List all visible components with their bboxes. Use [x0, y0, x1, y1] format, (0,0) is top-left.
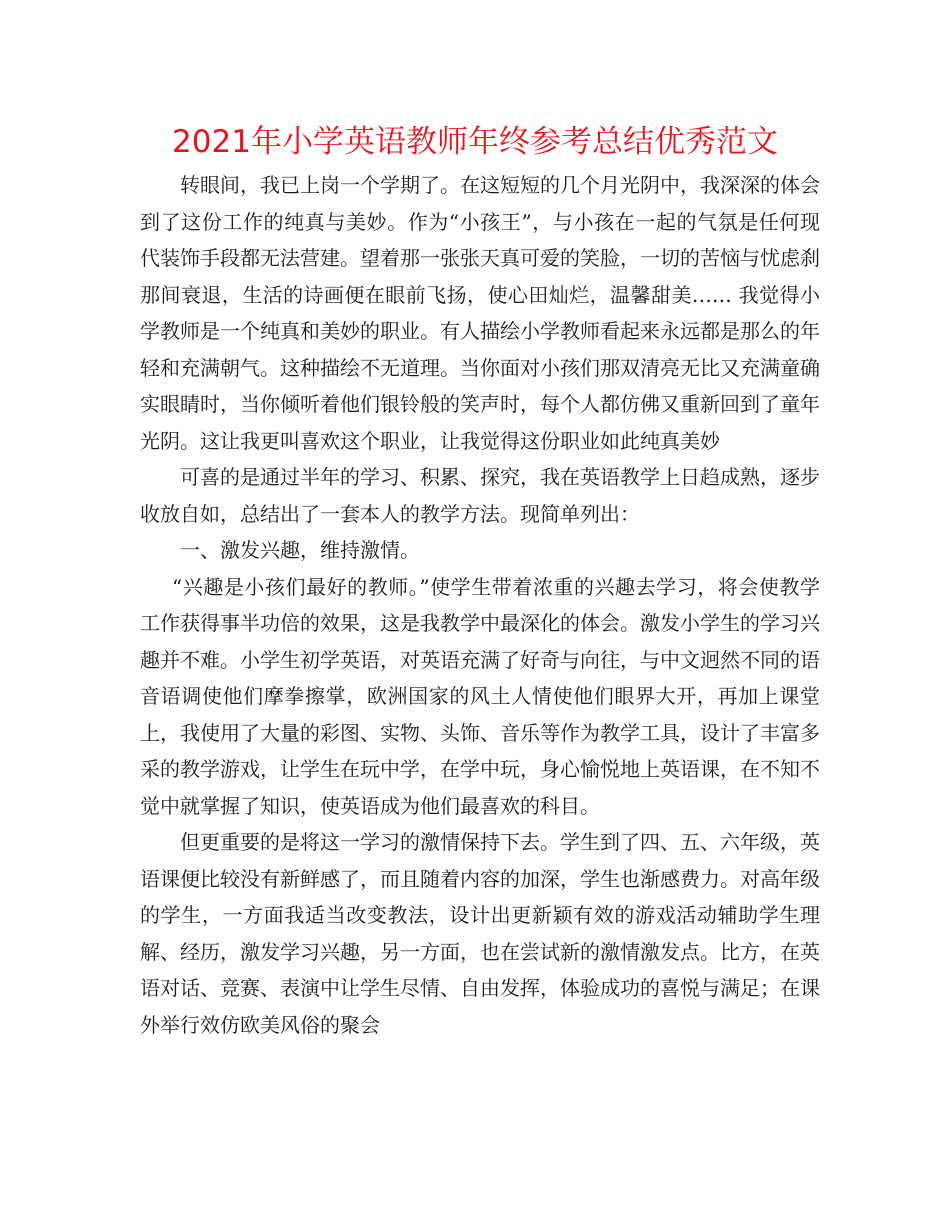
- document-body: [140, 167, 820, 1043]
- section-heading-1: 一、激发兴趣，维持激情。: [180, 538, 420, 562]
- paragraph-1: 转眼间，我已上岗一个学期了。在这短短的几个月光阴中，我深深的体会到了这份工作的纯真与美妙。作为“小孩王”，与小孩在一起的气氛是任何现代装饰手段都无法营建。望着那一张张天真可爱的笑脸，一切的苦恼与忧虑刹那间衰退，生活的诗画便在眼前飞扬，使心田灿烂，温馨甜美…… 我觉得小学教师是一个纯真和美妙的职业。有人描绘小学教师看起来永远都是那么的年轻和充满朝气。这种描绘不无道理。当你面对小孩们那双清亮无比又充满童确实眼睛时，当你倾听着他们银铃般的笑声时，每个人都仿佛又重新回到了童年光阴。这让我更叫喜欢这个职业，让我觉得这份职业如此纯真美妙: [140, 173, 820, 453]
- paragraph-3: “兴趣是小孩们最好的教师。”使学生带着浓重的兴趣去学习，将会使教学工作获得事半功倍的效果，这是我教学中最深化的体会。激发小学生的学习兴趣并不难。小学生初学英语，对英语充满了好奇与向往，与中文迥然不同的语音语调使他们摩拳擦掌，欧洲国家的风土人情使他们眼界大开，再加上课堂上，我使用了大量的彩图、实物、头饰、音乐等作为教学工具，设计了丰富多采的教学游戏，让学生在玩中学，在学中玩，身心愉悦地上英语课，在不知不觉中就掌握了知识，使英语成为他们最喜欢的科目。: [140, 574, 820, 818]
- paragraph-4: 但更重要的是将这一学习的激情保持下去。学生到了四、五、六年级，英语课便比较没有新鲜感了，而且随着内容的加深，学生也渐感费力。对高年级的学生，一方面我适当改变教法，设计出更新颖有效的游戏活动辅助学生理解、经历，激发学习兴趣，另一方面，也在尝试新的激情激发点。比方，在英语对话、竞赛、表演中让学生尽情、自由发挥，体验成功的喜悦与满足；在课外举行效仿欧美风俗的聚会: [140, 830, 820, 1037]
- paragraph-2: 可喜的是通过半年的学习、积累、探究，我在英语教学上日趋成熟，逐步收放自如，总结出了一套本人的教学方法。现简单列出：: [140, 465, 820, 526]
- document-title: 2021年小学英语教师年终参考总结优秀范文: [172, 124, 778, 160]
